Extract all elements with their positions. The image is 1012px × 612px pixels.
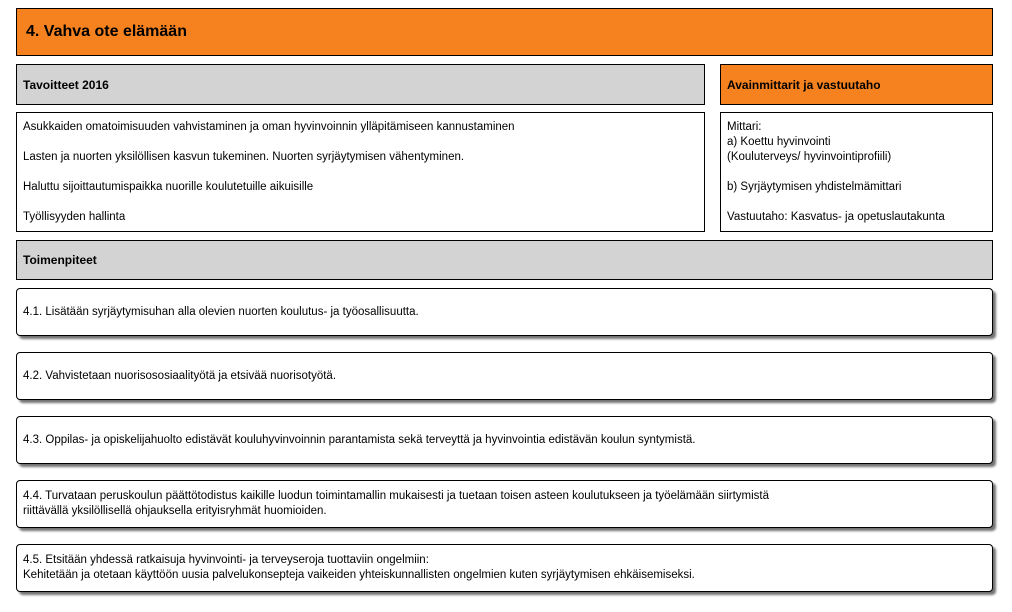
indicator-label: Mittari:	[727, 121, 762, 133]
goal-item: Työllisyyden hallinta	[23, 211, 126, 223]
measure-item	[16, 416, 993, 464]
measure-item	[16, 352, 993, 400]
goals-heading-text: Tavoitteet 2016	[23, 77, 109, 92]
measure-text: 4.4. Turvataan peruskoulun päättötodistus kaikille luodun toimintamallin mukaisesti ja tuetaan toisen asteen koulutukseen ja työelämään siirtymistä	[23, 490, 770, 502]
indicator-a: a) Koettu hyvinvointi	[727, 136, 831, 148]
measure-item	[16, 480, 993, 528]
goals-list	[16, 112, 705, 232]
indicators-heading	[720, 64, 993, 105]
goal-item: Lasten ja nuorten yksilöllisen kasvun tukeminen. Nuorten syrjäytymisen vähentyminen.	[23, 151, 465, 163]
indicators-panel	[720, 112, 993, 232]
indicator-b: b) Syrjäytymisen yhdistelmämittari	[727, 181, 902, 193]
measure-text: 4.3. Oppilas- ja opiskelijahuolto edistävät kouluhyvinvoinnin parantamista sekä terveyttä ja hyvinvointia edistävän koulun syntymistä.	[23, 433, 696, 446]
goal-item: Haluttu sijoittautumispaikka nuorille koulutetuille aikuisille	[23, 181, 314, 193]
measure-text: 4.1. Lisätään syrjäytymisuhan alla olevien nuorten koulutus- ja työosallisuutta.	[23, 305, 419, 318]
measures-heading	[16, 240, 993, 280]
measure-item	[16, 544, 993, 592]
measure-text-continued: Kehitetään ja otetaan käyttöön uusia palvelukonsepteja vaikeiden yhteiskunnallisten ongelmien kuten syrjäytymisen ehkäisemiseksi.	[23, 569, 695, 581]
measures-heading-text: Toimenpiteet	[23, 253, 97, 267]
measure-text-continued: riittävällä yksilöllisellä ohjauksella erityisryhmät huomioiden.	[23, 505, 327, 517]
section-title-text: 4. Vahva ote elämään	[26, 23, 187, 40]
goals-heading	[16, 64, 705, 105]
section-title	[16, 8, 993, 56]
indicator-a-source: (Kouluterveys/ hyvinvointiprofiili)	[727, 151, 892, 163]
goal-item: Asukkaiden omatoimisuuden vahvistaminen ja oman hyvinvoinnin ylläpitämiseen kannustaminen	[23, 121, 515, 133]
measure-text: 4.2. Vahvistetaan nuorisososiaalityötä ja etsivää nuorisotyötä.	[23, 369, 337, 382]
measure-text: 4.5. Etsitään yhdessä ratkaisuja hyvinvointi- ja terveyseroja tuottaviin ongelmiin:	[23, 554, 429, 566]
indicators-heading-text: Avainmittarit ja vastuutaho	[727, 77, 881, 92]
measure-item	[16, 288, 993, 336]
responsible-party: Vastuutaho: Kasvatus- ja opetuslautakunta	[727, 211, 945, 223]
